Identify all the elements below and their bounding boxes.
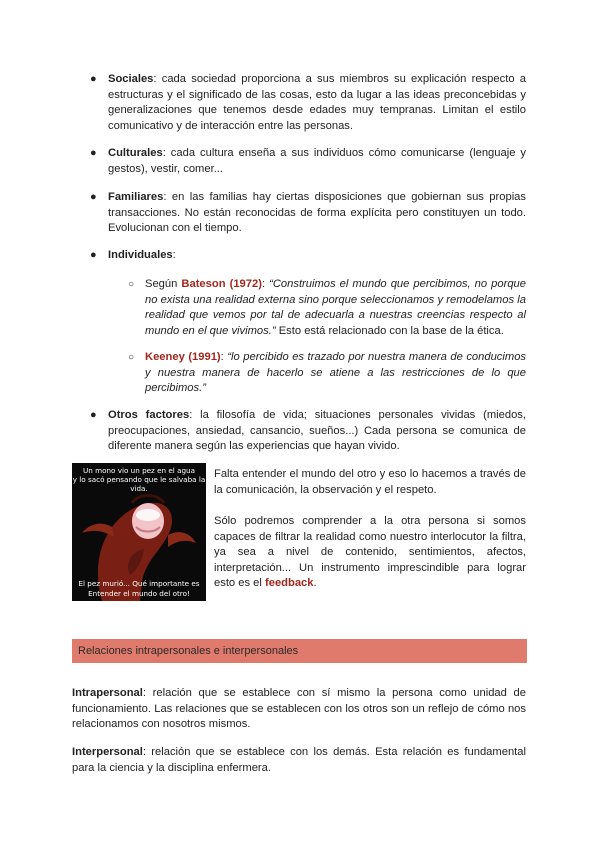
item-term: Individuales <box>108 249 173 261</box>
meme-bottom-caption-1: El pez murió... Qué importante es <box>78 579 200 588</box>
subitem-after: Esto está relacionado con la base de la ética. <box>275 324 504 337</box>
item-sociales <box>108 72 526 134</box>
bullet-icon: ● <box>90 147 97 159</box>
subitem-prefix: Según <box>145 278 182 290</box>
item-familiares <box>108 190 526 237</box>
meme-image <box>72 463 206 601</box>
side-paragraph-2 <box>214 514 526 592</box>
side-text-2-end: . <box>313 577 317 590</box>
sub-bullet-icon: ○ <box>128 352 135 363</box>
definition-term: Interpersonal <box>72 746 143 758</box>
item-term: Otros factores <box>108 409 190 421</box>
section-heading-bar <box>72 639 527 663</box>
item-term: Culturales <box>108 147 163 159</box>
item-term: Sociales <box>108 73 154 85</box>
item-text: : <box>172 249 176 261</box>
side-text-1: Falta entender el mundo del otro y eso lo hacemos a través de la comunicación, la observación y el respeto. <box>214 468 526 496</box>
subitem-bateson <box>145 277 526 339</box>
definition-intrapersonal <box>72 686 526 733</box>
section-heading: Relaciones intrapersonales e interpersonales <box>78 645 299 657</box>
definition-text: : relación que se establece con los demás. Esta relación es fundamental para la ciencia y la disciplina enfermera. <box>72 746 526 774</box>
subitem-keeney <box>145 350 526 397</box>
bullet-icon: ● <box>90 73 97 85</box>
reference-author: Keeney (1991) <box>145 351 221 363</box>
bullet-icon: ● <box>90 249 97 261</box>
item-term: Familiares <box>108 191 164 203</box>
sub-bullet-icon: ○ <box>128 279 135 290</box>
item-text: : la filosofía de vida; situaciones personales vividas (miedos, preocupaciones, ansiedad, cansancio, sueños...) Cada persona se comunica de diferente manera según las experiencias que hayan vivido. <box>108 409 526 453</box>
side-paragraph-1 <box>214 467 526 498</box>
item-culturales <box>108 146 526 177</box>
item-text: : en las familias hay ciertas disposiciones que gobiernan sus propias transacciones. No están reconocidas de forma explícita pero constituyen un todo. Evolucionan con el tiempo. <box>108 191 526 235</box>
item-individuales <box>108 248 526 264</box>
meme-bottom-caption-2: Entender el mundo del otro! <box>88 589 190 598</box>
quote-text: “Construimos el mundo que percibimos, no porque no exista una realidad externa sino porque seleccionamos y remodelamos la realidad que vemos por tal de adecuarla a nuestras creencias respecto al mundo en el que vivimos.” <box>145 278 526 337</box>
bullet-icon: ● <box>90 409 97 421</box>
reference-author: Bateson (1972) <box>181 278 262 290</box>
item-otros-factores <box>108 408 526 455</box>
meme-top-caption-1: Un mono vio un pez en el agua <box>83 466 195 475</box>
item-text: : cada cultura enseña a sus individuos cómo comunicarse (lenguaje y gestos), vestir, comer... <box>108 147 526 175</box>
feedback-term: feedback <box>265 577 314 590</box>
definition-text: : relación que se establece con sí mismo la persona como unidad de funcionamiento. Las relaciones que se establecen con los otros son un reflejo de cómo nos relacionamos con nosotros mismos. <box>72 687 526 731</box>
subitem-colon: : <box>261 278 270 290</box>
definition-term: Intrapersonal <box>72 687 143 699</box>
side-text-2: Sólo podremos comprender a la otra persona si somos capaces de filtrar la realidad como nuestro interlocutor la filtra, ya sea a nivel de contenido, sentimientos, afectos, interpretación... Un instrumento imprescindible para lograr esto es el <box>214 515 526 590</box>
definition-interpersonal <box>72 745 526 776</box>
quote-text: “lo percibido es trazado por nuestra manera de conducimos y nuestra manera de hacerlo se atiene a las restricciones de lo que percibimos.” <box>145 351 527 395</box>
bullet-icon: ● <box>90 191 97 203</box>
item-text: : cada sociedad proporciona a sus miembros su explicación respecto a estructuras y el significado de las cosas, esto da lugar a las ideas preconcebidas y generalizaciones que tenemos desde edades muy tempranas. Limitan el estilo comunicativo y de interacción entre las personas. <box>108 73 526 132</box>
meme-top-caption-2: y lo sacó pensando que le salvaba la vida. <box>72 475 206 493</box>
subitem-colon: : <box>220 351 228 363</box>
